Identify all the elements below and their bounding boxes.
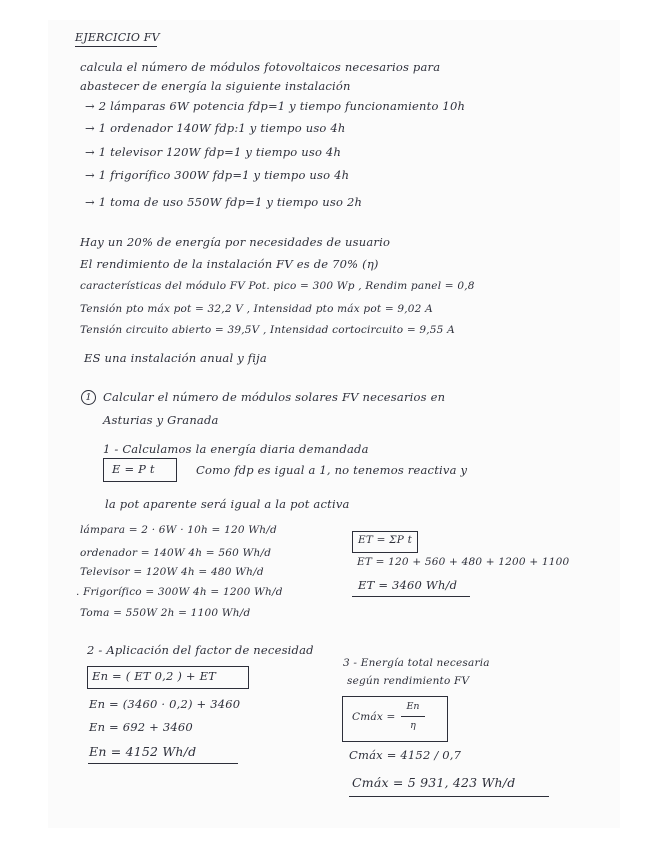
load-item: → 1 ordenador 140W fdp:1 y tiempo uso 4h xyxy=(85,121,346,135)
step2-heading: 2 - Aplicación del factor de necesidad xyxy=(87,643,314,657)
condition-line: Tensión pto máx pot = 32,2 V , Intensidad pto máx pot = 9,02 A xyxy=(80,303,433,315)
step2-calc-1: En = (3460 · 0,2) + 3460 xyxy=(89,697,241,711)
sum-result-underline xyxy=(352,596,470,597)
step3-result-underline xyxy=(349,796,549,797)
energy-row: lámpara = 2 · 6W · 10h = 120 Wh/d xyxy=(80,524,277,536)
sum-formula: ET = ΣP t xyxy=(358,534,412,546)
question-number: 1 xyxy=(81,390,96,405)
condition-line: Hay un 20% de energía por necesidades de usuario xyxy=(80,235,391,249)
step2-calc-2: En = 692 + 3460 xyxy=(89,720,193,734)
step3-heading-2: según rendimiento FV xyxy=(347,675,470,687)
condition-line: El rendimiento de la instalación FV es de 70% (η) xyxy=(80,257,379,271)
step3-result: Cmáx = 5 931, 423 Wh/d xyxy=(352,775,516,790)
question-line-2: Asturias y Granada xyxy=(103,413,219,427)
step3-formula-numerator: En xyxy=(406,701,420,712)
sum-result: ET = 3460 Wh/d xyxy=(358,578,458,592)
step2-result-underline xyxy=(88,763,238,764)
energy-row: Toma = 550W 2h = 1100 Wh/d xyxy=(80,607,251,619)
step1-note-2: la pot aparente será igual a la pot activa xyxy=(105,497,350,511)
step3-calc: Cmáx = 4152 / 0,7 xyxy=(349,748,462,762)
title-underline xyxy=(75,46,157,47)
load-item: → 1 frigorífico 300W fdp=1 y tiempo uso 4h xyxy=(85,168,350,182)
step3-formula-left: Cmáx = xyxy=(352,711,396,723)
energy-row: Televisor = 120W 4h = 480 Wh/d xyxy=(80,566,264,578)
fraction-bar xyxy=(401,716,425,717)
page-title: EJERCICIO FV xyxy=(75,31,160,44)
step2-result: En = 4152 Wh/d xyxy=(89,744,197,759)
step2-formula: En = ( ET 0,2 ) + ET xyxy=(92,669,217,683)
energy-row: ordenador = 140W 4h = 560 Wh/d xyxy=(80,547,272,559)
load-item: → 1 toma de uso 550W fdp=1 y tiempo uso 2h xyxy=(85,195,363,209)
question-line-1: Calcular el número de módulos solares FV necesarios en xyxy=(103,390,446,404)
load-item: → 2 lámparas 6W potencia fdp=1 y tiempo funcionamiento 10h xyxy=(85,99,466,113)
condition-line: características del módulo FV Pot. pico = 300 Wp , Rendim panel = 0,8 xyxy=(80,280,475,292)
step3-heading-1: 3 - Energía total necesaria xyxy=(343,657,490,669)
step3-formula-denominator: η xyxy=(410,720,416,731)
step1-formula: E = P t xyxy=(112,462,155,476)
condition-line: ES una instalación anual y fija xyxy=(84,351,267,365)
sum-calc: ET = 120 + 560 + 480 + 1200 + 1100 xyxy=(357,556,570,568)
intro-line-2: abastecer de energía la siguiente instalación xyxy=(80,79,351,93)
condition-line: Tensión circuito abierto = 39,5V , Intensidad cortocircuito = 9,55 A xyxy=(80,324,455,336)
intro-line-1: calcula el número de módulos fotovoltaicos necesarios para xyxy=(80,60,441,74)
load-item: → 1 televisor 120W fdp=1 y tiempo uso 4h xyxy=(85,145,342,159)
step1-note-1: Como fdp es igual a 1, no tenemos reactiva y xyxy=(196,463,468,477)
step1-heading: 1 - Calculamos la energía diaria demandada xyxy=(103,442,369,456)
energy-row: . Frigorífico = 300W 4h = 1200 Wh/d xyxy=(76,586,283,598)
